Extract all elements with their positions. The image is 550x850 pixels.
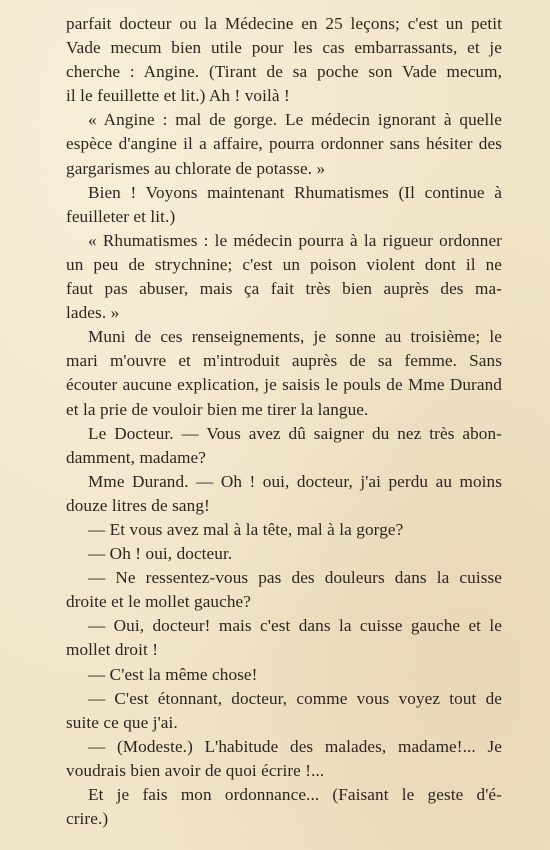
- text-line: feuilleter et lit.): [66, 206, 176, 226]
- text-line: — (Modeste.) L'habitude des malades, madame!... Je: [88, 736, 502, 756]
- text-line: « Angine : mal de gorge. Le médecin ignorant à quelle: [88, 110, 502, 130]
- text-line: lades. »: [66, 303, 120, 323]
- text-line: écouter aucune explication, je saisis le pouls de Mme Durand: [66, 375, 502, 395]
- text-line: douze litres de sang!: [66, 495, 210, 515]
- text-line: Vade mecum bien utile pour les cas embarrassants, et je: [66, 38, 502, 58]
- text-line: parfait docteur ou la Médecine en 25 leçons; c'est un petit: [66, 14, 502, 33]
- text-line: — C'est étonnant, docteur, comme vous voyez tout de: [88, 688, 502, 708]
- text-line: — Oh ! oui, docteur.: [88, 544, 233, 564]
- text-line: voudrais bien avoir de quoi écrire !...: [66, 760, 325, 780]
- text-line: « Rhumatismes : le médecin pourra à la rigueur ordonner: [88, 230, 502, 250]
- text-line: cherche : Angine. (Tirant de sa poche son Vade mecum,: [66, 62, 502, 82]
- text-line: et la prie de vouloir bien me tirer la langue.: [66, 399, 369, 419]
- text-line: faut pas abuser, mais ça fait très bien auprès des ma-: [66, 279, 502, 299]
- text-line: Le Docteur. — Vous avez dû saigner du nez très abon-: [88, 423, 502, 443]
- text-line: crire.): [66, 809, 109, 829]
- text-line: suite ce que j'ai.: [66, 712, 178, 732]
- text-line: gargarismes au chlorate de potasse. »: [66, 158, 326, 178]
- text-line: Et je fais mon ordonnance... (Faisant le geste d'é-: [88, 785, 502, 804]
- text-line: Muni de ces renseignements, je sonne au troisième; le: [88, 327, 502, 347]
- text-line: il le feuillette et lit.) Ah ! voilà !: [66, 86, 290, 106]
- text-line: Bien ! Voyons maintenant Rhumatismes (Il continue à: [88, 182, 502, 202]
- text-line: damment, madame?: [66, 447, 206, 467]
- text-line: — Ne ressentez-vous pas des douleurs dans la cuisse: [88, 568, 502, 588]
- text-line: mollet droit !: [66, 640, 159, 660]
- text-line: espèce d'angine il a affaire, pourra ordonner sans hésiter des: [66, 134, 502, 154]
- text-line: un peu de strychnine; c'est un poison violent dont il ne: [66, 254, 502, 274]
- text-line: mari m'ouvre et m'introduit auprès de sa femme. Sans: [66, 351, 502, 371]
- text-line: — Oui, docteur! mais c'est dans la cuisse gauche et le: [88, 616, 502, 636]
- text-line: Mme Durand. — Oh ! oui, docteur, j'ai perdu au moins: [88, 471, 502, 491]
- text-line: droite et le mollet gauche?: [66, 592, 251, 612]
- text-line: — C'est la même chose!: [88, 664, 258, 684]
- text-line: — Et vous avez mal à la tête, mal à la gorge?: [88, 519, 404, 539]
